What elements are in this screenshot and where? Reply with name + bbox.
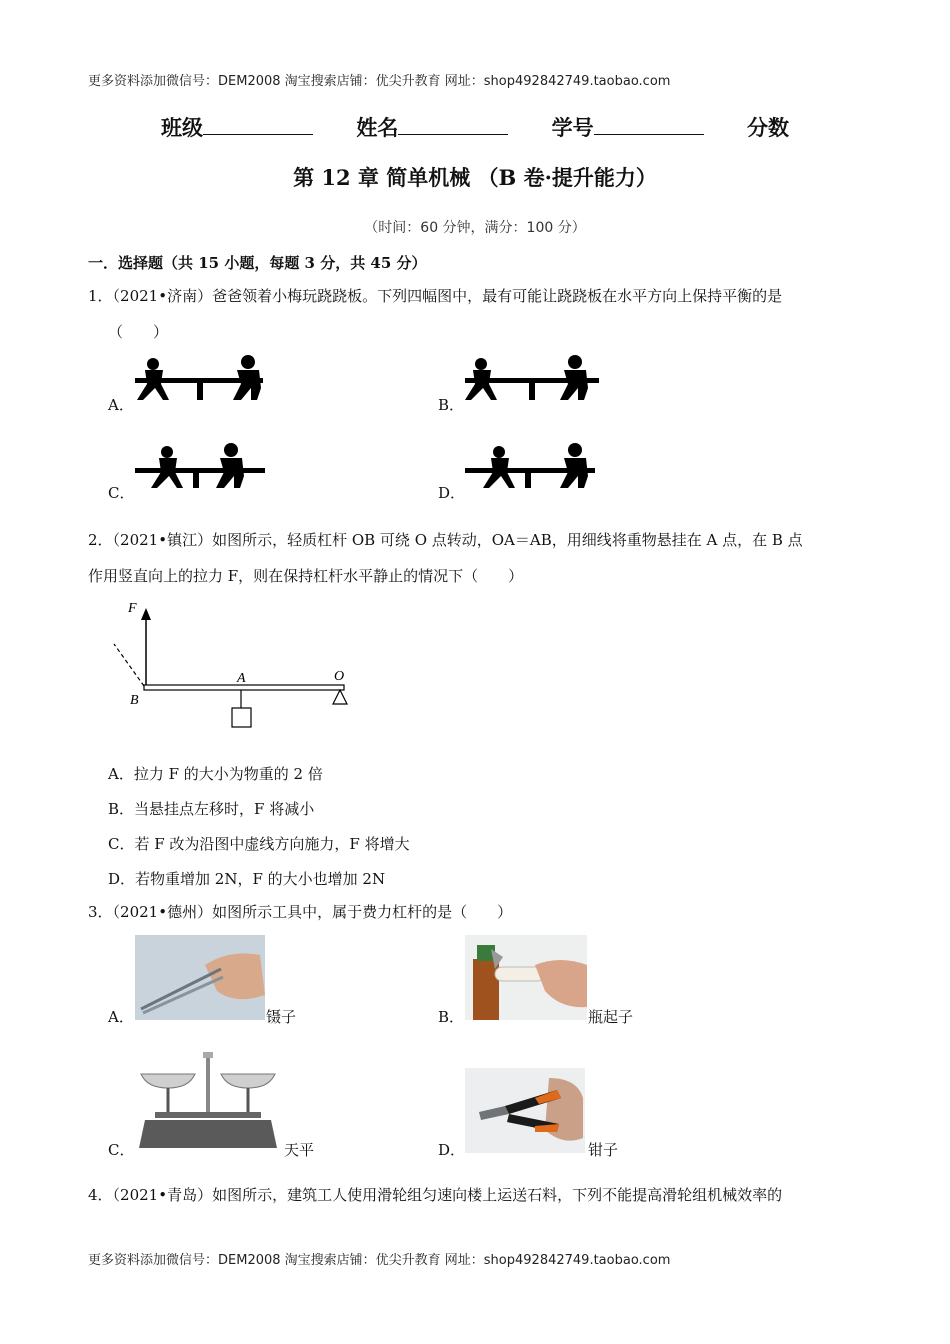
question-4-text: 4．（2021•青岛）如图所示，建筑工人使用滑轮组匀速向楼上运送石料，下列不能提高滑轮组机械效率的 [88,1186,783,1204]
q1-option-c-label: C． [108,484,135,502]
question-3-text: 3．（2021•德州）如图所示工具中，属于费力杠杆的是（ ） [88,903,513,921]
page-header: 更多资料添加微信号：DEM2008 淘宝搜索店铺：优尖升教育 网址：shop492842749.taobao.com [88,74,671,89]
q1-option-d-label: D． [438,484,466,502]
q2-option-a: A．拉力 F 的大小为物重的 2 倍 [108,765,323,783]
point-a-label: A [237,671,246,686]
balance-scale-photo [135,1048,280,1152]
page-footer: 更多资料添加微信号：DEM2008 淘宝搜索店铺：优尖升教育 网址：shop492842749.taobao.com [88,1253,671,1268]
seesaw-b-icon [463,354,601,404]
q3-option-b-label: B． [438,1008,465,1026]
bottle-opener-photo [465,935,587,1020]
pliers-photo [465,1068,585,1153]
q1-option-a-label: A． [108,396,134,414]
question-1-text: 1．（2021•济南）爸爸领着小梅玩跷跷板。下列四幅图中，最有可能让跷跷板在水平方向上保持平衡的是 [88,287,783,305]
tweezers-photo [135,935,265,1020]
seesaw-c-icon [133,442,268,492]
question-2-text-cont: 作用竖直向上的拉力 F，则在保持杠杆水平静止的情况下（ ） [88,567,524,585]
class-field: 班级 [161,112,313,142]
question-2-text: 2．（2021•镇江）如图所示，轻质杠杆 OB 可绕 O 点转动，OA＝AB，用细线将重物悬挂在 A 点，在 B 点 [88,531,803,549]
student-id-field: 学号 [552,112,704,142]
q1-option-b-label: B． [438,396,465,414]
point-b-label: B [130,693,139,708]
q3-caption-d: 钳子 [588,1141,619,1159]
q2-option-b: B．当悬挂点左移时，F 将减小 [108,800,315,818]
score-field: 分数 [746,116,789,140]
q3-option-d-label: D． [438,1141,466,1159]
student-info-row [0,112,950,142]
exam-meta: （时间：60 分钟，满分：100 分） [364,220,586,236]
q2-option-d: D．若物重增加 2N，F 的大小也增加 2N [108,870,386,888]
section-title: 一．选择题（共 15 小题，每题 3 分，共 45 分） [88,254,427,272]
page-title: 第 12 章 简单机械 （B 卷·提升能力） [293,165,657,190]
seesaw-a-icon [133,354,268,404]
question-1-bracket: （ ） [108,323,169,341]
force-label: F [128,601,137,616]
lever-diagram [108,598,358,733]
q3-caption-b: 瓶起子 [588,1008,634,1026]
point-o-label: O [334,669,345,684]
q3-caption-a: 镊子 [266,1008,297,1026]
seesaw-d-icon [463,442,598,492]
name-field: 姓名 [356,112,508,142]
q2-option-c: C．若 F 改为沿图中虚线方向施力，F 将增大 [108,835,410,853]
q3-option-c-label: C． [108,1141,135,1159]
q3-caption-c: 天平 [284,1141,315,1159]
q3-option-a-label: A． [108,1008,134,1026]
